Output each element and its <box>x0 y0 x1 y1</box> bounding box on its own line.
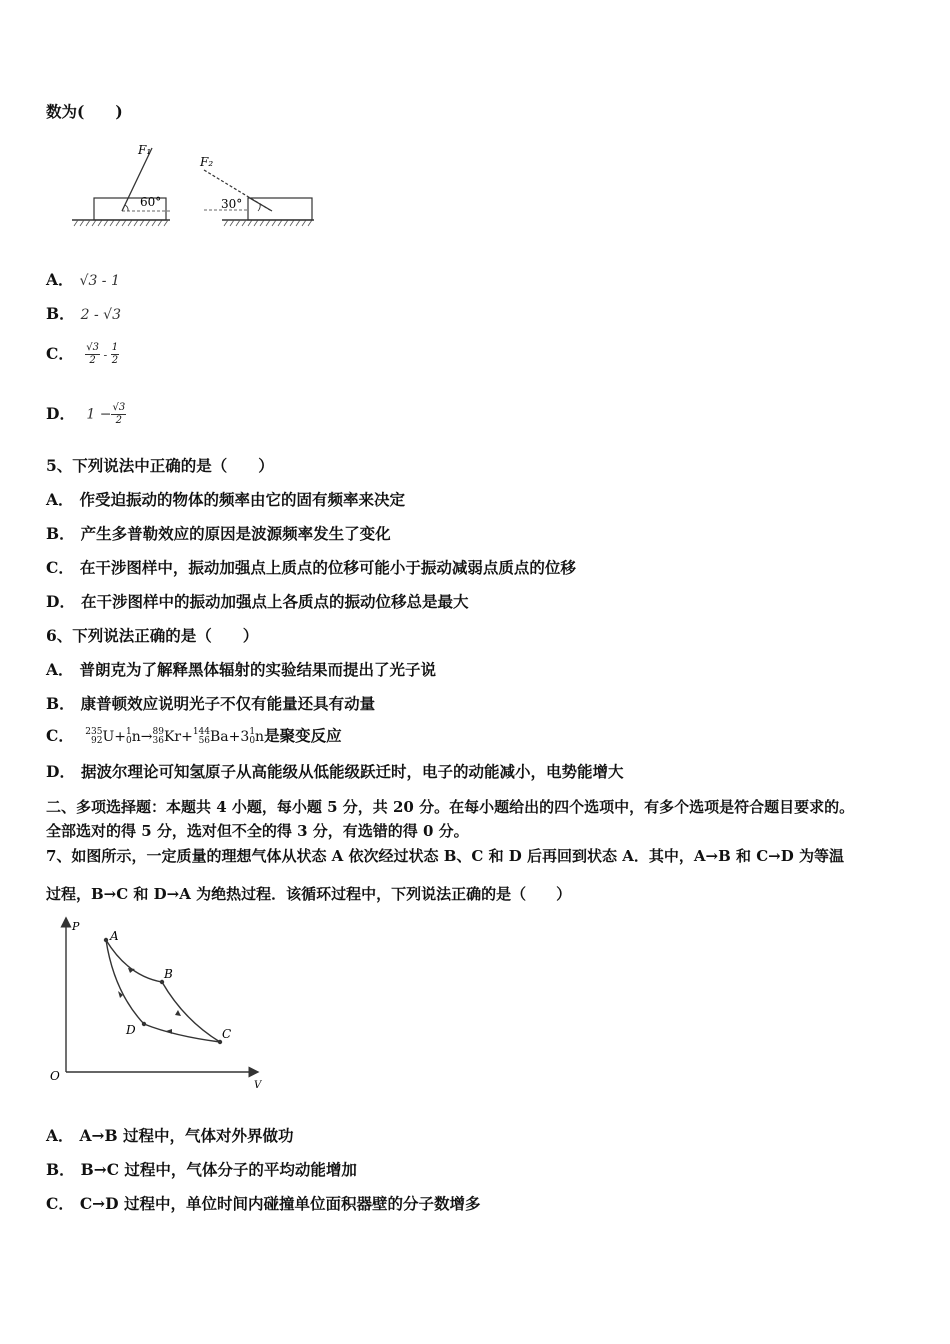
option-label: D． <box>46 403 75 423</box>
denominator: 2 <box>115 415 122 426</box>
mass-number: 1 <box>125 727 132 737</box>
plus-sign: + <box>181 729 193 745</box>
origin-label: O <box>50 1069 60 1083</box>
denominator: 2 <box>111 355 119 366</box>
state-d-label: D <box>126 1023 136 1037</box>
numerator: √3 <box>86 342 99 353</box>
option-label: C． <box>46 343 74 363</box>
option-label: C． <box>46 1194 74 1213</box>
mass-number: 144 <box>192 727 211 737</box>
option-label: D． <box>46 762 75 781</box>
q7-stem-line2: 过程，B→C 和 D→A 为绝热过程．该循环过程中，下列说法正确的是（ ） <box>46 885 572 903</box>
atomic-number: 0 <box>125 736 132 746</box>
q5-option-b <box>46 524 391 544</box>
fraction-sqrt3-over-2 <box>85 342 100 367</box>
state-a-label: A <box>110 929 119 943</box>
angle-60-label: 60° <box>140 195 162 209</box>
option-text: 是聚变反应 <box>264 726 342 745</box>
q5-option-d <box>46 592 468 612</box>
q5-option-c <box>46 558 576 578</box>
q7-option-c <box>46 1194 481 1214</box>
numerator: √3 <box>112 402 126 413</box>
option-label: A． <box>46 270 74 289</box>
option-d-lead: 1 − <box>86 406 112 423</box>
isotope-numbers <box>193 728 210 746</box>
uranium-symbol: U <box>102 729 115 745</box>
barium-symbol: Ba <box>210 729 229 745</box>
option-text: A→B 过程中，气体对外界做功 <box>79 1126 294 1145</box>
fraction-sqrt3-over-2 <box>111 402 126 427</box>
krypton-symbol: Kr <box>163 729 182 745</box>
q6-option-b <box>46 694 375 714</box>
q7-stem: 7、如图所示，一定质量的理想气体从状态 A 依次经过状态 B、C 和 D 后再回到状态 A．其中，A→B 和 C→D 为等温 <box>46 847 844 865</box>
section-header-line2: 全部选对的得 5 分，选对但不全的得 3 分，有选错的得 0 分。 <box>46 822 469 840</box>
option-label: A． <box>46 490 74 509</box>
isotope-numbers <box>152 728 163 746</box>
denominator: 2 <box>89 355 96 366</box>
q5-option-a <box>46 490 405 510</box>
option-text: 在干涉图样中的振动加强点上各质点的振动位移总是最大 <box>80 592 469 611</box>
minus-sign: - <box>99 348 111 362</box>
q6-option-d <box>46 762 623 782</box>
option-a-value: √3 - 1 <box>79 273 120 289</box>
f2-label: F₂ <box>200 155 214 169</box>
option-label: B． <box>46 304 75 323</box>
q5-stem: 5、下列说法中正确的是（ ） <box>46 456 274 475</box>
atomic-number: 56 <box>198 736 211 746</box>
q6-stem: 6、下列说法正确的是（ ） <box>46 626 259 645</box>
atomic-number: 92 <box>90 736 103 746</box>
atomic-number: 36 <box>152 736 164 746</box>
option-text: 产生多普勒效应的原因是波源频率发生了变化 <box>80 524 391 543</box>
option-text: 康普顿效应说明光子不仅有能量还具有动量 <box>80 694 376 713</box>
reaction-arrow: → <box>140 729 153 745</box>
q4-option-b <box>46 304 121 325</box>
isotope-numbers <box>85 728 102 746</box>
option-label: A． <box>46 1126 74 1145</box>
option-label: D． <box>46 592 75 611</box>
f1-label: F₁ <box>138 143 152 157</box>
q7-option-a <box>46 1126 294 1146</box>
option-text: 据波尔理论可知氢原子从高能级从低能级跃迁时，电子的动能减小，电势能增大 <box>80 762 624 781</box>
option-label: C． <box>46 726 74 745</box>
v-axis-label: V <box>254 1080 262 1091</box>
section-header: 二、多项选择题：本题共 4 小题，每小题 5 分，共 20 分。在每小题给出的四个选项中，有多个选项是符合题目要求的。 <box>46 798 855 816</box>
option-text: C→D 过程中，单位时间内碰撞单位面积器壁的分子数增多 <box>79 1194 481 1213</box>
plus-sign: + <box>114 729 126 745</box>
force-diagram <box>66 138 326 234</box>
option-label: B． <box>46 524 75 543</box>
q6-option-a <box>46 660 436 680</box>
state-b-label: B <box>164 967 173 981</box>
q4-option-d <box>46 402 126 427</box>
option-label: B． <box>46 694 75 713</box>
option-label: A． <box>46 660 74 679</box>
numerator: 1 <box>111 342 119 353</box>
option-text: 作受迫振动的物体的频率由它的固有频率来决定 <box>79 490 406 509</box>
q6-option-c <box>46 726 342 747</box>
option-label: C． <box>46 558 74 577</box>
plus-sign: + <box>228 729 241 745</box>
neutron-symbol: n <box>131 729 141 745</box>
option-b-value: 2 - √3 <box>80 307 121 323</box>
angle-30-label: 30° <box>221 197 243 211</box>
mass-number: 235 <box>85 727 103 737</box>
q7-option-b <box>46 1160 357 1180</box>
atomic-number: 0 <box>249 736 256 746</box>
state-c-label: C <box>222 1027 232 1041</box>
question-continuation: 数为( ) <box>46 102 123 121</box>
mass-number: 1 <box>249 727 256 737</box>
q4-option-c <box>46 342 119 367</box>
p-axis-label: P <box>72 920 80 933</box>
option-label: B． <box>46 1160 75 1179</box>
q4-option-a <box>46 270 120 291</box>
pv-diagram <box>44 912 266 1094</box>
neutron-symbol: n <box>255 729 265 745</box>
option-text: 普朗克为了解释黑体辐射的实验结果而提出了光子说 <box>79 660 437 679</box>
mass-number: 89 <box>152 727 164 737</box>
fraction-1-over-2 <box>111 342 119 367</box>
option-text: 在干涉图样中，振动加强点上质点的位移可能小于振动减弱点质点的位移 <box>79 558 576 577</box>
coefficient: 3 <box>240 729 250 745</box>
option-text: B→C 过程中，气体分子的平均动能增加 <box>80 1160 357 1179</box>
